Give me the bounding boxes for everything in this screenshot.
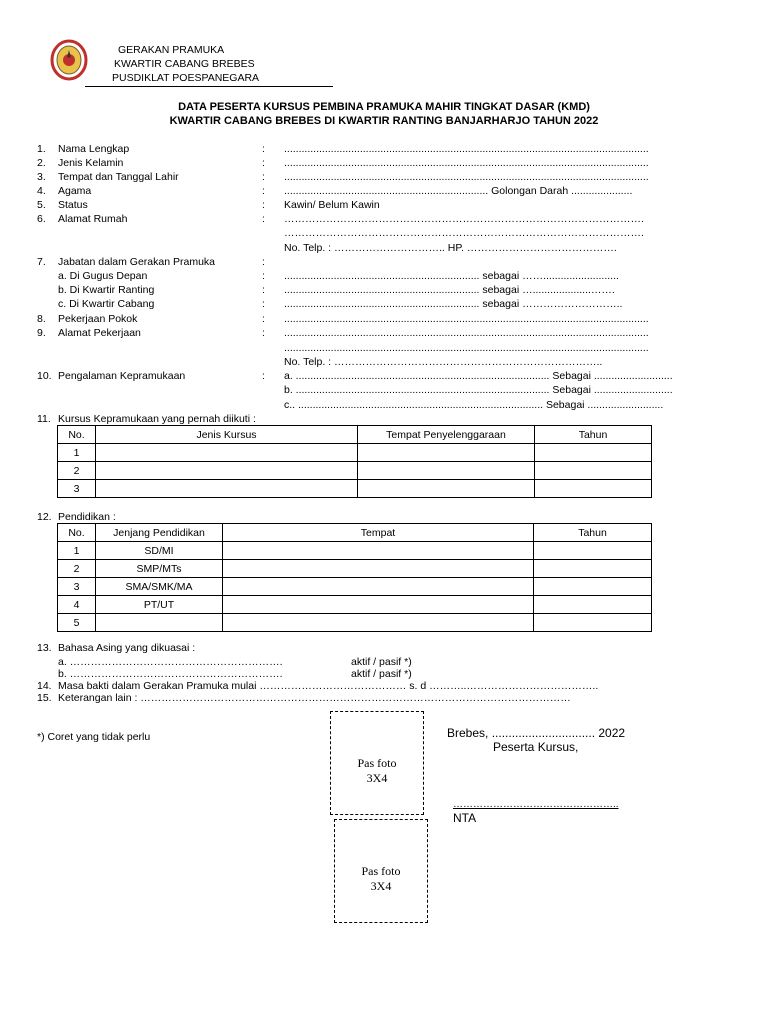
row-number: 5 <box>58 614 96 632</box>
section-number: 11. <box>37 413 51 425</box>
table-row <box>58 560 652 578</box>
table-header-row <box>58 426 652 444</box>
table-cell[interactable] <box>535 444 652 462</box>
table-row <box>58 444 652 462</box>
table-cell[interactable] <box>534 542 652 560</box>
field-colon: : <box>262 157 265 169</box>
form-title-line-2: KWARTIR CABANG BREBES DI KWARTIR RANTING BANJARHARJO TAHUN 2022 <box>169 115 599 127</box>
table-cell[interactable] <box>223 542 534 560</box>
org-line-1: GERAKAN PRAMUKA <box>118 44 225 56</box>
table-cell[interactable] <box>96 462 358 480</box>
table-row <box>58 542 652 560</box>
table-row <box>58 462 652 480</box>
field-label: Nama Lengkap <box>58 143 130 155</box>
field-label: Alamat Pekerjaan <box>58 327 141 339</box>
field-number: 4. <box>37 185 46 197</box>
education-heading: Pendidikan : <box>58 511 116 523</box>
field-number: 8. <box>37 313 46 325</box>
languages-heading: Bahasa Asing yang dikuasai : <box>58 642 196 654</box>
field-value[interactable]: …………………………………………………………………………………………. <box>284 213 644 225</box>
table-cell[interactable] <box>223 614 534 632</box>
table-cell[interactable] <box>535 480 652 498</box>
column-header: No. <box>58 426 96 444</box>
table-row <box>58 480 652 498</box>
field-label: Pengalaman Kepramukaan <box>58 370 186 382</box>
education-table <box>57 523 652 632</box>
column-header: Jenjang Pendidikan <box>96 524 223 542</box>
signature-role: Peserta Kursus, <box>493 740 579 754</box>
section-number: 15. <box>37 692 52 704</box>
field-colon: : <box>262 298 265 310</box>
form-title-line-1: DATA PESERTA KURSUS PEMBINA PRAMUKA MAHIR TINGKAT DASAR (KMD) <box>178 101 590 113</box>
field-label: Tempat dan Tanggal Lahir <box>58 171 179 183</box>
row-number: 1 <box>58 542 96 560</box>
org-line-2: KWARTIR CABANG BREBES <box>114 58 255 70</box>
pramuka-logo-icon <box>50 38 88 82</box>
column-header: Tahun <box>534 524 652 542</box>
field-colon: : <box>262 185 265 197</box>
field-value[interactable]: ...................................................................... Golongan Darah ..................... <box>284 185 633 197</box>
field-label: Status <box>58 199 88 211</box>
field-label: Alamat Rumah <box>58 213 128 225</box>
field-colon: : <box>262 213 265 225</box>
field-phone[interactable]: No. Telp. : ………………………….. HP. ……………………………………. <box>284 242 617 254</box>
place-date[interactable]: Brebes, ............................... 2022 <box>447 726 626 740</box>
field-value-line-2[interactable]: …………………………………………………………………………………………. <box>284 227 644 239</box>
table-row <box>58 614 652 632</box>
field-sub-label: c. Di Kwartir Cabang <box>58 298 155 310</box>
field-value[interactable]: ................................................................... sebagai …....................……. <box>284 284 615 296</box>
header-divider <box>85 86 333 87</box>
field-number: 5. <box>37 199 46 211</box>
table-cell[interactable] <box>223 578 534 596</box>
column-header: Tahun <box>535 426 652 444</box>
table-cell[interactable] <box>223 560 534 578</box>
field-colon: : <box>262 370 265 382</box>
table-cell[interactable] <box>534 560 652 578</box>
education-level: SMA/SMK/MA <box>96 578 223 596</box>
field-value[interactable]: ............................................................................................................................. <box>284 143 649 155</box>
language-b-status[interactable]: aktif / pasif *) <box>351 668 412 680</box>
field-sub-label: a. Di Gugus Depan <box>58 270 148 282</box>
table-cell[interactable] <box>358 480 535 498</box>
field-value-line-2[interactable]: ............................................................................................................................. <box>284 342 649 354</box>
photo-size: 3X4 <box>370 879 392 893</box>
field-value[interactable]: ............................................................................................................................. <box>284 157 649 169</box>
table-cell[interactable] <box>535 462 652 480</box>
table-cell[interactable] <box>96 444 358 462</box>
photo-box-2[interactable] <box>334 819 428 923</box>
field-number: 7. <box>37 256 46 268</box>
field-colon: : <box>262 270 265 282</box>
field-colon: : <box>262 313 265 325</box>
field-value[interactable]: c.. .................................................................................... Sebagai .......................... <box>284 399 664 411</box>
field-value[interactable]: ............................................................................................................................. <box>284 171 649 183</box>
field-number: 10. <box>37 370 52 382</box>
language-a[interactable]: a. ……………………………………………………. <box>58 656 283 668</box>
photo-label: Pas foto <box>361 864 401 878</box>
field-number: 3. <box>37 171 46 183</box>
table-cell[interactable] <box>534 596 652 614</box>
table-cell[interactable] <box>534 578 652 596</box>
row-number: 3 <box>58 578 96 596</box>
language-b[interactable]: b. ……………………………………………………. <box>58 668 283 680</box>
table-cell[interactable] <box>223 596 534 614</box>
education-level[interactable] <box>96 614 223 632</box>
nta-label: NTA <box>453 811 477 825</box>
field-label: Agama <box>58 185 92 197</box>
field-value[interactable]: ................................................................... sebagai ……………………….. <box>284 298 623 310</box>
field-value[interactable]: ................................................................... sebagai …….......................... <box>284 270 619 282</box>
row-number: 2 <box>58 560 96 578</box>
field-sub-label: b. Di Kwartir Ranting <box>58 284 155 296</box>
courses-table <box>57 425 652 498</box>
field-colon: : <box>262 256 265 268</box>
courses-heading: Kursus Kepramukaan yang pernah diikuti : <box>58 413 256 425</box>
section-number: 13. <box>37 642 52 654</box>
field-label: Jenis Kelamin <box>58 157 124 169</box>
table-cell[interactable] <box>358 444 535 462</box>
photo-label: Pas foto <box>357 756 397 770</box>
photo-box-1[interactable] <box>330 711 424 815</box>
table-row <box>58 578 652 596</box>
field-colon: : <box>262 284 265 296</box>
field-label: Pekerjaan Pokok <box>58 313 138 325</box>
photo-size: 3X4 <box>366 771 388 785</box>
education-level: SMP/MTs <box>96 560 223 578</box>
field-value[interactable]: ............................................................................................................................. <box>284 313 649 325</box>
field-colon: : <box>262 171 265 183</box>
column-header: Jenis Kursus <box>96 426 358 444</box>
row-number: 2 <box>58 462 96 480</box>
table-row <box>58 596 652 614</box>
field-value[interactable]: b. ....................................................................................... Sebagai ........................... <box>284 384 673 396</box>
row-number: 3 <box>58 480 96 498</box>
row-number: 1 <box>58 444 96 462</box>
field-value[interactable]: Kawin/ Belum Kawin <box>284 199 380 211</box>
footnote: *) Coret yang tidak perlu <box>37 731 151 743</box>
field-colon: : <box>262 199 265 211</box>
language-a-status[interactable]: aktif / pasif *) <box>351 656 412 668</box>
field-value[interactable]: a. ....................................................................................... Sebagai ........................... <box>284 370 673 382</box>
table-cell[interactable] <box>358 462 535 480</box>
field-phone[interactable]: No. Telp. : ………………………………………………………………….. <box>284 356 603 368</box>
table-cell[interactable] <box>96 480 358 498</box>
field-value[interactable]: ............................................................................................................................. <box>284 327 649 339</box>
column-header: No. <box>58 524 96 542</box>
signature-line[interactable]: ………………………………………….. <box>453 799 619 810</box>
service-period[interactable]: Masa bakti dalam Gerakan Pramuka mulai …………………………………… s. d ………..……………………………….. <box>58 680 599 692</box>
column-header: Tempat <box>223 524 534 542</box>
education-level: SD/MI <box>96 542 223 560</box>
section-number: 12. <box>37 511 52 523</box>
field-label: Jabatan dalam Gerakan Pramuka <box>58 256 216 268</box>
row-number: 4 <box>58 596 96 614</box>
table-header-row <box>58 524 652 542</box>
other-notes[interactable]: Keterangan lain : …………………………………………………………………………………………………………… <box>58 692 571 704</box>
field-colon: : <box>262 143 265 155</box>
table-cell[interactable] <box>534 614 652 632</box>
section-number: 14. <box>37 680 52 692</box>
field-number: 9. <box>37 327 46 339</box>
education-level: PT/UT <box>96 596 223 614</box>
field-number: 2. <box>37 157 46 169</box>
field-number: 6. <box>37 213 46 225</box>
column-header: Tempat Penyelenggaraan <box>358 426 535 444</box>
field-number: 1. <box>37 143 46 155</box>
field-colon: : <box>262 327 265 339</box>
org-line-3: PUSDIKLAT POESPANEGARA <box>112 72 260 84</box>
